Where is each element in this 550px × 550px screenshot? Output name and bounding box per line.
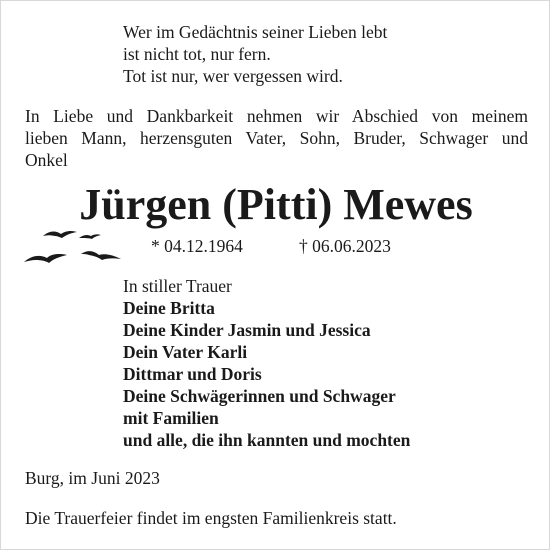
mourner-line: Dittmar und Doris bbox=[123, 364, 262, 384]
poem-line-2: ist nicht tot, nur fern. bbox=[123, 44, 271, 64]
intro-line-2: lieben Mann, herzensguten Vater, Sohn, Bruder, Schwager und bbox=[25, 128, 528, 148]
death-date: † 06.06.2023 bbox=[299, 236, 391, 256]
flying-birds-icon bbox=[21, 223, 125, 269]
mourner-line: und alle, die ihn kannten und mochten bbox=[123, 430, 411, 450]
poem-line-3: Tot ist nur, wer vergessen wird. bbox=[123, 66, 343, 86]
deceased-name: Jürgen (Pitti) Mewes bbox=[79, 180, 473, 229]
place-date: Burg, im Juni 2023 bbox=[25, 468, 160, 488]
intro-line-1: In Liebe und Dankbarkeit nehmen wir Abschied von meinem bbox=[25, 106, 528, 126]
intro-line-3: Onkel bbox=[25, 150, 68, 170]
funeral-note: Die Trauerfeier findet im engsten Familienkreis statt. bbox=[25, 508, 397, 528]
mourner-line: Deine Britta bbox=[123, 298, 215, 318]
mourner-line: mit Familien bbox=[123, 408, 219, 428]
poem-line-1: Wer im Gedächtnis seiner Lieben lebt bbox=[123, 22, 388, 42]
mourner-line: Deine Kinder Jasmin und Jessica bbox=[123, 320, 371, 340]
mourner-line: Deine Schwägerinnen und Schwager bbox=[123, 386, 396, 406]
birth-date: * 04.12.1964 bbox=[151, 236, 243, 256]
mourner-line: Dein Vater Karli bbox=[123, 342, 248, 362]
mourning-intro: In stiller Trauer bbox=[123, 276, 232, 296]
